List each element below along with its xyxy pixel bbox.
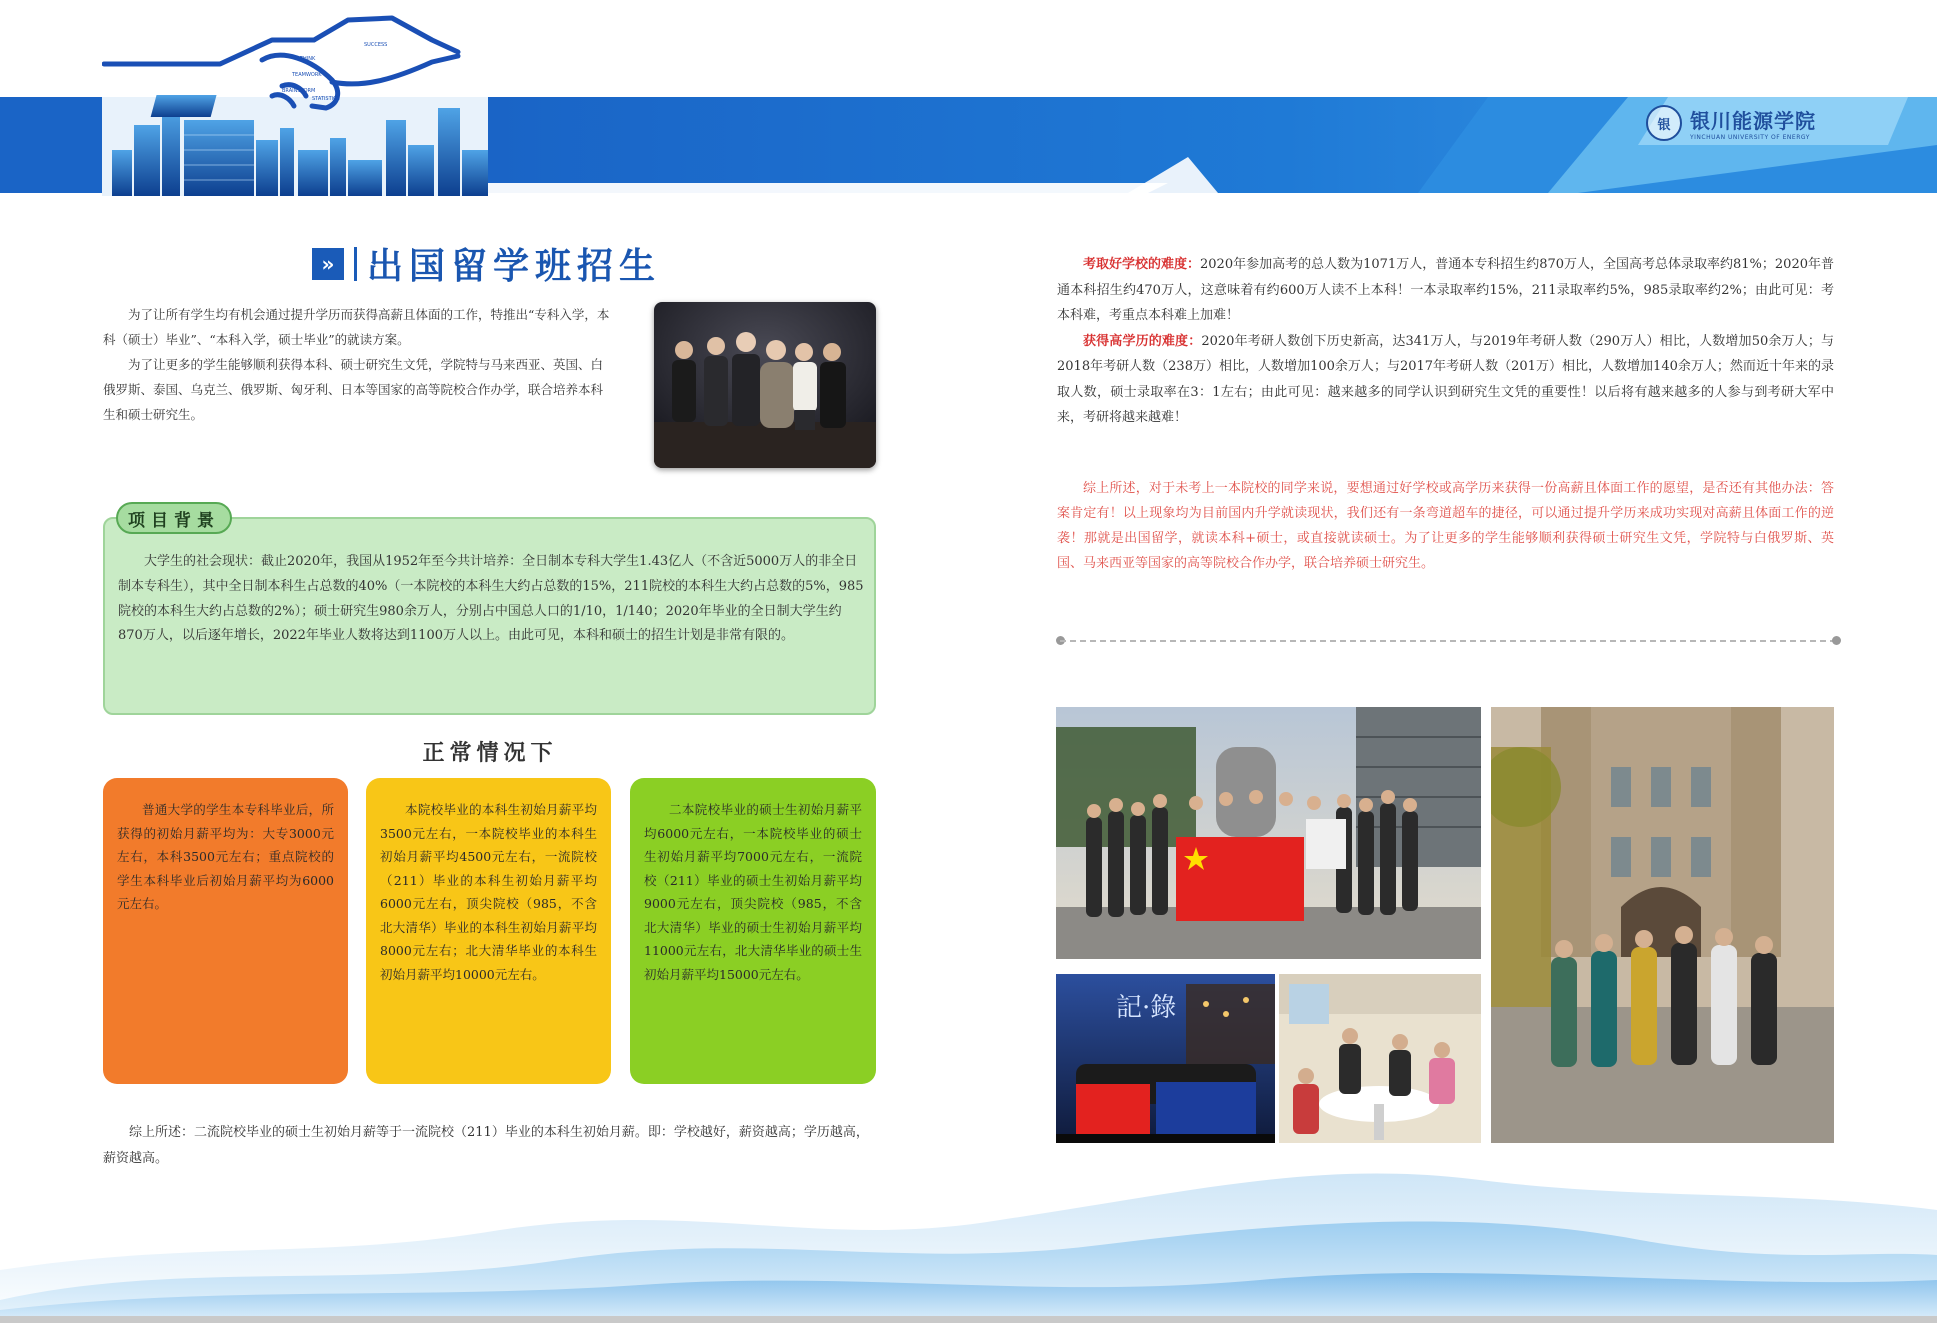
difficulty-school-label: 考取好学校的难度： [1083, 257, 1201, 272]
handshake-word-4: STATISTICS [312, 96, 340, 102]
background-tag-label: 项目背景 [128, 510, 220, 531]
double-chevron-icon: » [312, 248, 344, 280]
difficulty-school-text: 2020年参加高考的总人数为1071万人，普通本专科招生约870万人，全国高考总体录取率约81%；2020年普通本科招生约470万人，这意味着有约600万人读不上本科！一本录取率约15%，211录取率约5%，985录取率约2%；由此可见：考本科难，考重点本科难上加难！ [1057, 257, 1834, 323]
page-title-text: 出国留学班招生 [367, 246, 662, 287]
handshake-word-1: THINK [300, 56, 316, 62]
salary-card-master: 二本院校毕业的硕士生初始月薪平均6000元左右，一本院校毕业的硕士生初始月薪平均7000元左右，一流院校（211）毕业的硕士生初始月薪平均9000元左右，顶尖院校（985，不含北大清华）毕业的硕士生初始月薪平均11000元左右，北大清华毕业的硕士生初始月薪平均15000元左右。 [630, 778, 876, 1084]
header-left-bar [0, 97, 102, 193]
night-photo-caption: 記·錄 [1116, 993, 1177, 1023]
group-photo-night-banner [1056, 974, 1275, 1143]
school-name: 银川能源学院 [1690, 109, 1816, 133]
difficulty-section [1057, 252, 1834, 431]
intro-paragraph-2: 为了让更多的学生能够顺利获得本科、硕士研究生文凭，学院特与马来西亚、英国、白俄罗斯、泰国、乌克兰、俄罗斯、匈牙利、日本等国家的高等院校合作办学，联合培养本科生和硕士研究生。 [103, 357, 604, 422]
difficulty-school-paragraph [1057, 252, 1834, 329]
left-summary-text: 综上所述：二流院校毕业的硕士生初始月薪等于一流院校（211）毕业的本科生初始月薪。即：学校越好，薪资越高；学历越高，薪资越高。 [103, 1125, 869, 1166]
page-title [312, 238, 661, 289]
school-logo [1646, 103, 1906, 143]
salary-card-general: 普通大学的学生本专科毕业后，所获得的初始月薪平均为：大专3000元左右，本科3500元左右；重点院校的学生本科毕业后初始月薪平均为6000元左右。 [103, 778, 348, 1084]
campus-photo-castle [1491, 707, 1834, 1143]
difficulty-degree-text: 2020年考研人数创下历史新高，达341万人，与2019年考研人数（290万人）相比，人数增加50余万人；与2018年考研人数（238万）相比，人数增加100余万人；与2017年考研人数（201万）相比，人数增加140余万人；然而近十年来的录取人数，硕士录取率在3：1左右；由此可见：越来越多的同学认识到研究生文凭的重要性！以后将有越来越多的人参与到考研大军中来，考研将越来越难！ [1057, 333, 1834, 425]
group-photo-formal [654, 302, 876, 468]
right-summary-text: 综上所述，对于未考上一本院校的同学来说，要想通过好学校或高学历来获得一份高薪且体面工作的愿望，是否还有其他办法：答案肯定有！以上现象均为目前国内升学就读现状，我们还有一条弯道超车的捷径，可以通过提升学历来成功实现对高薪且体面工作的逆袭！那就是出国留学，就读本科+硕士，或直接就读硕士。为了让更多的学生能够顺利获得硕士研究生文凭，学院特与白俄罗斯、英国、马来西亚等国家的高等院校合作办学，联合培养硕士研究生。 [1057, 481, 1834, 571]
background-text: 大学生的社会现状：截止2020年，我国从1952年至今共计培养：全日制本专科大学生1.43亿人（不含近5000万人的非全日制本专科生），其中全日制本科生占总数的40%（一本院校的本科生大约占总数的15%，211院校的本科生大约占总数的5%，985院校的本科生大约占总数的2%）；硕士研究生980余万人，分别占中国总人口的1/10，1/140；2020年毕业的全日制大学生约870万人，以后逐年增长，2022年毕业人数将达到1100万人以上。由此可见，本科和硕士的招生计划是非常有限的。 [118, 554, 864, 644]
difficulty-degree-paragraph [1057, 329, 1834, 431]
school-english-name: YINCHUAN UNIVERSITY OF ENERGY [1690, 134, 1810, 141]
background-tag [116, 502, 232, 534]
group-photo-flag-outdoor [1056, 707, 1481, 959]
salary-card-bachelor: 本院校毕业的本科生初始月薪平均3500元左右，一本院校毕业的本科生初始月薪平均4500元左右，一流院校（211）毕业的本科生初始月薪平均6000元左右，顶尖院校（985，不含北大清华）毕业的本科生初始月薪平均8000元左右；北大清华毕业的本科生初始月薪平均10000元左右。 [366, 778, 611, 1084]
title-divider [354, 247, 357, 281]
handshake-word-5: SUCCESS [364, 42, 388, 48]
footer-mountains-art [0, 1150, 1937, 1323]
classroom-photo [1279, 974, 1481, 1143]
normal-case-title: 正常情况下 [422, 740, 558, 766]
school-seal-icon: 银 [1646, 105, 1682, 141]
difficulty-degree-label: 获得高学历的难度： [1083, 333, 1202, 349]
header-handshake-city-art [102, 0, 488, 196]
divider-dot-right [1832, 636, 1841, 645]
intro-paragraph-1: 为了让所有学生均有机会通过提升学历而获得高薪且体面的工作，特推出“专科入学，本科（硕士）毕业”、“本科入学，硕士毕业”的就读方案。 [103, 307, 610, 347]
handshake-word-2: TEAMWORK [292, 72, 322, 78]
handshake-word-3: BRAINSTORM [282, 88, 316, 94]
dashed-divider [1060, 640, 1836, 642]
intro-text [103, 302, 613, 427]
